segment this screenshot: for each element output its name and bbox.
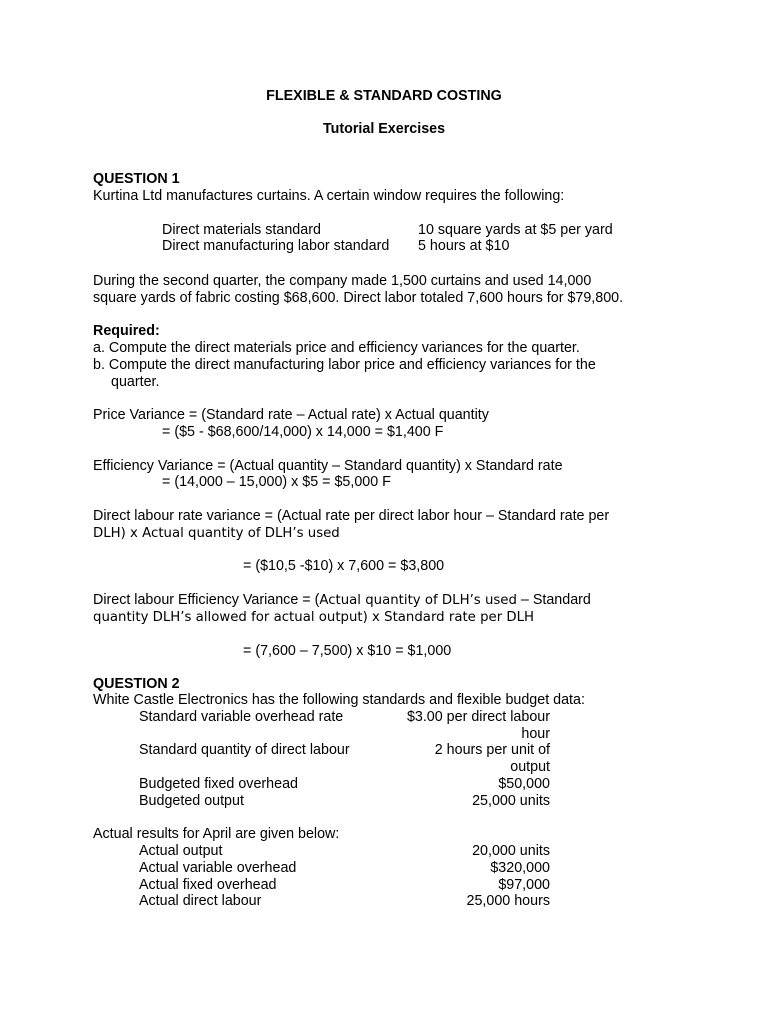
- price-variance-calculation: = ($5 - $68,600/14,000) x 14,000 = $1,400 F: [162, 424, 444, 440]
- formula-text: Direct labour Efficiency Variance = (: [93, 592, 320, 608]
- requirement-b-continued: quarter.: [111, 374, 160, 390]
- labour-rate-variance-formula: Direct labour rate variance = (Actual rate per direct labor hour – Standard rate per: [93, 508, 610, 524]
- actual-value: $97,000: [498, 877, 550, 893]
- labour-efficiency-variance-calculation: = (7,600 – 7,500) x $10 = $1,000: [243, 643, 452, 659]
- question-2-heading: QUESTION 2: [93, 676, 180, 692]
- requirement-b: b. Compute the direct manufacturing labor price and efficiency variances for the: [93, 357, 596, 373]
- standard-label: Direct materials standard: [162, 222, 321, 238]
- page-subtitle: Tutorial Exercises: [322, 121, 446, 137]
- actual-label: Actual fixed overhead: [139, 877, 277, 893]
- formula-text: – Standard: [516, 592, 591, 608]
- actual-label: Actual direct labour: [139, 893, 262, 909]
- page-title: FLEXIBLE & STANDARD COSTING: [266, 88, 502, 104]
- actual-value: $320,000: [490, 860, 550, 876]
- standard-value: 2 hours per unit of: [434, 742, 550, 758]
- standard-value: 5 hours at $10: [418, 238, 510, 254]
- standard-value: $3.00 per direct labour: [406, 709, 550, 725]
- question-1-heading: QUESTION 1: [93, 171, 180, 187]
- required-label: Required:: [93, 323, 160, 339]
- labour-rate-variance-formula-continued: DLH) x Actual quantity of DLH’s used: [93, 526, 340, 541]
- standard-label: Standard quantity of direct labour: [139, 742, 350, 758]
- question-1-paragraph: square yards of fabric costing $68,600. Direct labor totaled 7,600 hours for $79,800.: [93, 290, 624, 306]
- standard-value-continued: output: [510, 759, 550, 775]
- standard-label: Budgeted fixed overhead: [139, 776, 298, 792]
- labour-rate-variance-calculation: = ($10,5 -$10) x 7,600 = $3,800: [243, 558, 445, 574]
- actual-value: 25,000 hours: [466, 893, 550, 909]
- standard-value: 25,000 units: [472, 793, 550, 809]
- question-1-intro: Kurtina Ltd manufactures curtains. A certain window requires the following:: [93, 188, 565, 204]
- standard-value-continued: hour: [521, 726, 550, 742]
- efficiency-variance-formula: Efficiency Variance = (Actual quantity – Standard quantity) x Standard rate: [93, 458, 563, 474]
- labour-efficiency-variance-formula: [93, 592, 591, 609]
- standard-label: Budgeted output: [139, 793, 244, 809]
- question-2-intro: White Castle Electronics has the following standards and flexible budget data:: [93, 692, 585, 708]
- efficiency-variance-calculation: = (14,000 – 15,000) x $5 = $5,000 F: [162, 474, 391, 490]
- standard-value: 10 square yards at $5 per yard: [418, 222, 613, 238]
- actual-value: 20,000 units: [472, 843, 550, 859]
- actual-label: Actual output: [139, 843, 223, 859]
- actual-results-intro: Actual results for April are given below:: [93, 826, 340, 842]
- standard-label: Standard variable overhead rate: [139, 709, 344, 725]
- formula-text: Actual quantity of DLH’s used: [319, 593, 517, 608]
- labour-efficiency-variance-formula-continued: quantity DLH’s allowed for actual output) x Standard rate per DLH: [93, 610, 535, 625]
- price-variance-formula: Price Variance = (Standard rate – Actual rate) x Actual quantity: [93, 407, 489, 423]
- requirement-a: a. Compute the direct materials price and efficiency variances for the quarter.: [93, 340, 580, 356]
- question-1-paragraph: During the second quarter, the company made 1,500 curtains and used 14,000: [93, 273, 592, 289]
- actual-label: Actual variable overhead: [139, 860, 297, 876]
- standard-value: $50,000: [498, 776, 550, 792]
- standard-label: Direct manufacturing labor standard: [162, 238, 390, 254]
